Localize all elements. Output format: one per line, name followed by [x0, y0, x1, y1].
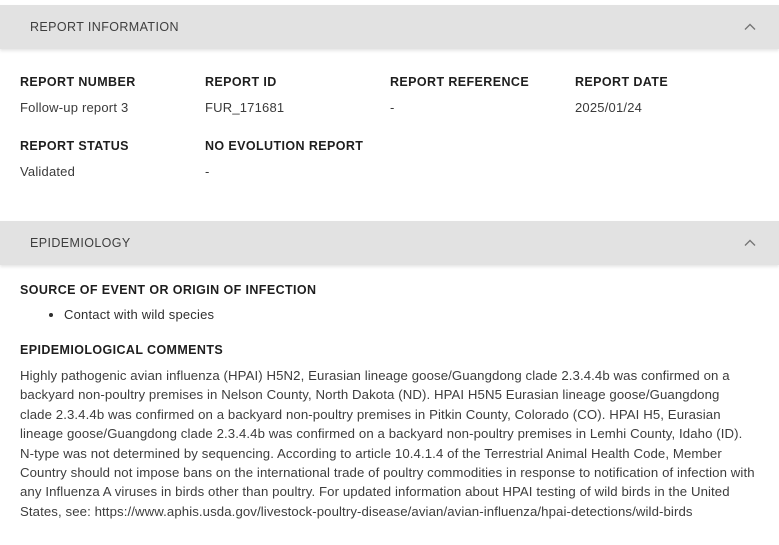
report-information-title: REPORT INFORMATION — [30, 20, 179, 34]
field-value: 2025/01/24 — [575, 100, 643, 115]
field-report-id — [205, 75, 390, 115]
field-label: REPORT STATUS — [20, 139, 129, 153]
source-of-event-heading: SOURCE OF EVENT OR ORIGIN OF INFECTION — [20, 283, 317, 297]
field-value: Follow-up report 3 — [20, 100, 129, 115]
list-item: • Contact with wild species — [64, 307, 755, 323]
epidemiology-header[interactable] — [0, 221, 779, 265]
field-label: REPORT DATE — [575, 75, 669, 89]
field-value: - — [390, 100, 395, 115]
epidemiological-comments-text: Highly pathogenic avian influenza (HPAI) H5N2, Eurasian lineage goose/Guangdong clade 2.3.4.4b was confirmed on a backyard non-poultry premises in Nelson County, North Dakota (ND). HPAI H5N5 Eurasian lineage goose/Guangdong clade 2.3.4.4b was confirmed on a backyard non-poultry premises in Pitkin County, Colorado (CO). HPAI H5, Eurasian lineage goose/Guangdong clade 2.3.4.4b was confirmed on a backyard non-poultry premises in Lemhi County, Idaho (ID). N-type was not determined by sequencing. According to article 10.4.1.4 of the Terrestrial Animal Health Code, Member Country should not impose bans on the international trade of poultry commodities in response to notification of infection with any Influenza A viruses in birds other than poultry. For updated information about HPAI testing of wild birds in the United States, see: https://www.aphis.usda.gov/livestock-poultry-disease/avian/avian-influenza/hpai-detections/wild-birds — [20, 368, 755, 519]
chevron-up-icon[interactable] — [737, 230, 763, 256]
field-value: FUR_171681 — [205, 100, 285, 115]
field-report-number — [20, 75, 205, 115]
epidemiological-comments-heading: EPIDEMIOLOGICAL COMMENTS — [20, 343, 224, 357]
field-label: REPORT NUMBER — [20, 75, 136, 89]
field-report-date — [575, 75, 760, 115]
field-label: NO EVOLUTION REPORT — [205, 139, 364, 153]
field-report-reference — [390, 75, 575, 115]
field-value: - — [205, 164, 210, 179]
field-report-status — [20, 139, 205, 179]
source-of-event-list — [20, 307, 755, 323]
field-value: Validated — [20, 164, 76, 179]
chevron-up-icon[interactable] — [737, 14, 763, 40]
epidemiology-title: EPIDEMIOLOGY — [30, 236, 131, 250]
field-label: REPORT REFERENCE — [390, 75, 530, 89]
epidemiology-content — [0, 265, 779, 521]
field-label: REPORT ID — [205, 75, 277, 89]
field-no-evolution-report — [205, 139, 390, 179]
report-information-header[interactable] — [0, 5, 779, 49]
report-information-content — [0, 49, 779, 221]
